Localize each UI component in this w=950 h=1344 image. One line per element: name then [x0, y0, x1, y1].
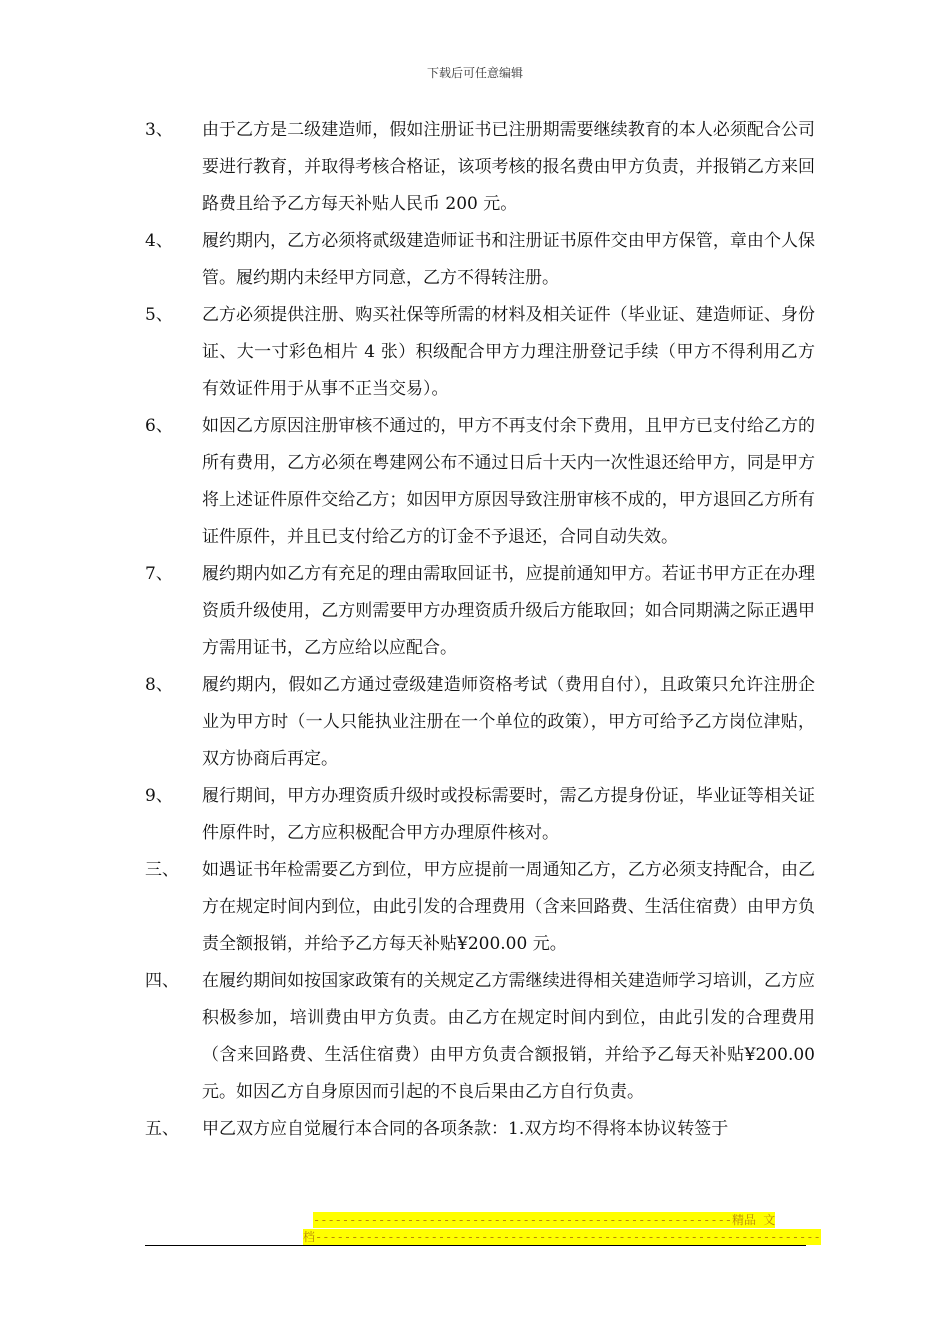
clause-number: 5、 [145, 305, 173, 325]
section-three [145, 852, 815, 963]
clause-number: 8、 [145, 675, 173, 695]
footer-divider [145, 1245, 806, 1246]
clause-number: 7、 [145, 564, 173, 584]
contract-clauses [145, 112, 815, 1148]
clause-text: 乙方必须提供注册、购买社保等所需的材料及相关证件（毕业证、建造师证、身份证、大一寸彩色相片 4 张）积级配合甲方力理注册登记手续（甲方不得利用乙方有效证件用于从事不正当交易）。 [202, 305, 815, 399]
clause-text: 在履约期间如按国家政策有的关规定乙方需继续进得相关建造师学习培训，乙方应积极参加，培训费由甲方负责。由乙方在规定时间内到位，由此引发的合理费用（含来回路费、生活住宿费）由甲方负责合额报销，并给予乙每天补贴¥200.00 元。如因乙方自身原因而引起的不良后果由乙方自行负责。 [202, 971, 815, 1102]
clause-text: 履约期内，假如乙方通过壹级建造师资格考试（费用自付），且政策只允许注册企业为甲方时（一人只能执业注册在一个单位的政策），甲方可给予乙方岗位津贴，双方协商后再定。 [202, 675, 815, 769]
clause-3 [145, 112, 815, 223]
section-four [145, 963, 815, 1111]
footer-watermark-line-1: ----------------------------------------------------------精品 文 [313, 1213, 776, 1227]
clause-text: 由于乙方是二级建造师，假如注册证书已注册期需要继续教育的本人必须配合公司要进行教育，并取得考核合格证，该项考核的报名费由甲方负责，并报销乙方来回路费且给予乙方每天补贴人民币 200 元。 [202, 120, 815, 214]
clause-9 [145, 778, 815, 852]
clause-8 [145, 667, 815, 778]
clause-number: 6、 [145, 416, 173, 436]
footer-watermark-line-2: 档---------------------------------------------------------------------- [303, 1230, 821, 1244]
clause-number: 三、 [145, 860, 179, 880]
clause-number: 五、 [145, 1119, 179, 1139]
clause-text: 如遇证书年检需要乙方到位，甲方应提前一周通知乙方，乙方必须支持配合，由乙方在规定时间内到位，由此引发的合理费用（含来回路费、生活住宿费）由甲方负责全额报销，并给予乙方每天补贴¥200.00 元。 [202, 860, 815, 954]
clause-4 [145, 223, 815, 297]
clause-text: 甲乙双方应自觉履行本合同的各项条款：1.双方均不得将本协议转签于 [202, 1119, 729, 1139]
clause-text: 履约期内，乙方必须将贰级建造师证书和注册证书原件交由甲方保管，章由个人保管。履约期内未经甲方同意，乙方不得转注册。 [202, 231, 815, 288]
clause-number: 4、 [145, 231, 173, 251]
clause-number: 3、 [145, 120, 173, 140]
clause-7 [145, 556, 815, 667]
section-five [145, 1111, 815, 1148]
clause-6 [145, 408, 815, 556]
clause-number: 四、 [145, 971, 179, 991]
clause-text: 如因乙方原因注册审核不通过的，甲方不再支付余下费用，且甲方已支付给乙方的所有费用，乙方必须在粤建网公布不通过日后十天内一次性退还给甲方，同是甲方将上述证件原件交给乙方；如因甲方原因导致注册审核不成的，甲方退回乙方所有证件原件，并且已支付给乙方的订金不予退还，合同自动失效。 [202, 416, 815, 547]
clause-5 [145, 297, 815, 408]
clause-number: 9、 [145, 786, 173, 806]
page-header: 下载后可任意编辑 [426, 66, 523, 80]
clause-text: 履行期间，甲方办理资质升级时或投标需要时，需乙方提身份证，毕业证等相关证件原件时，乙方应积极配合甲方办理原件核对。 [202, 786, 815, 843]
clause-text: 履约期内如乙方有充足的理由需取回证书，应提前通知甲方。若证书甲方正在办理资质升级使用，乙方则需要甲方办理资质升级后方能取回；如合同期满之际正遇甲方需用证书，乙方应给以应配合。 [202, 564, 815, 658]
